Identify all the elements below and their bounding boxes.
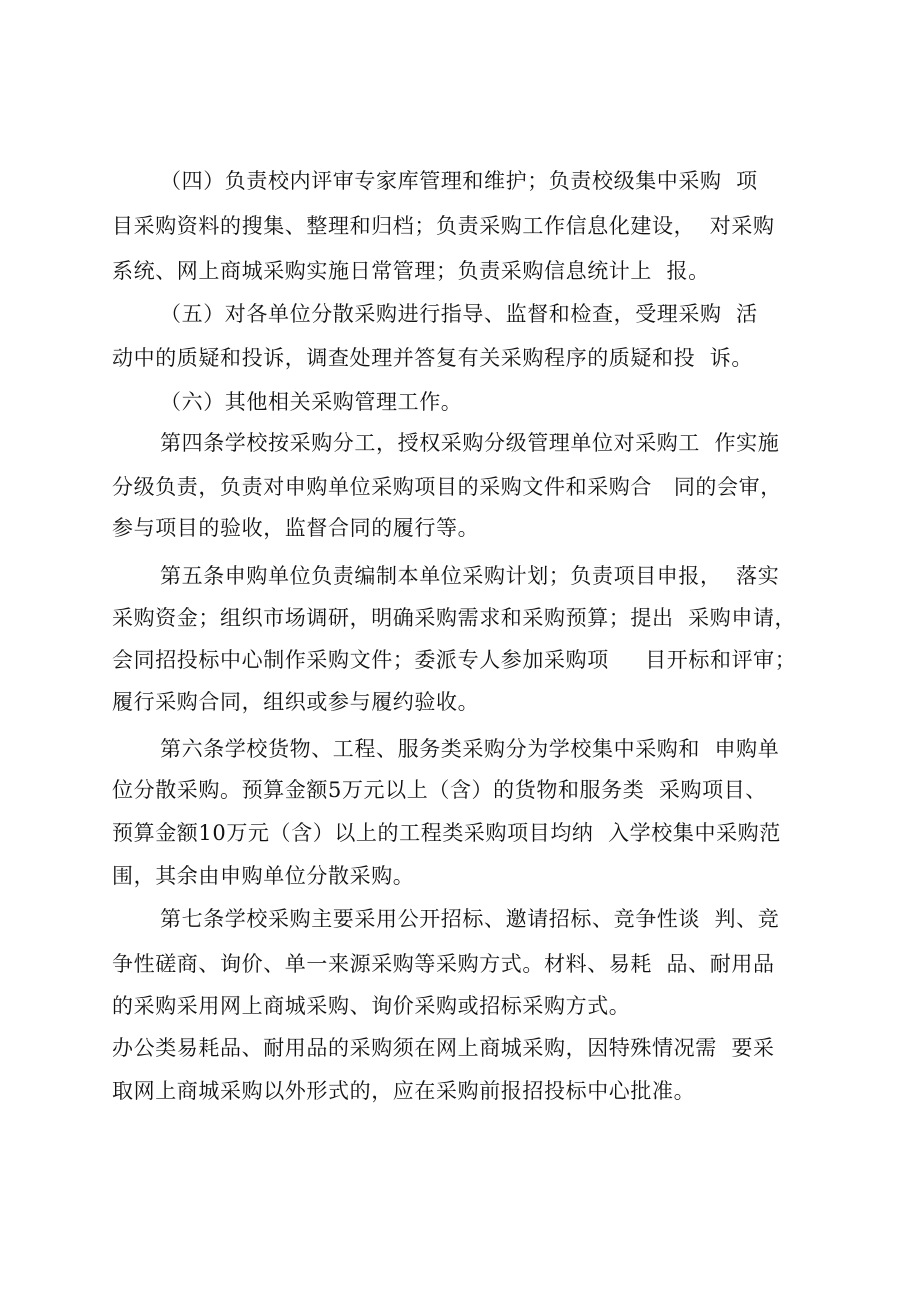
text-line: 会同招投标中心制作采购文件；委派专人参加采购项 目开标和评审；	[112, 648, 797, 672]
text-line: 目采购资料的搜集、整理和归档；负责采购工作信息化建设， 对采购	[112, 214, 775, 238]
text-line: 办公类易耗品、耐用品的采购须在网上商城采购，因特殊情况需 要采	[112, 1036, 775, 1060]
text-line: （六）其他相关采购管理工作。	[160, 390, 463, 414]
text-line: 第七条学校采购主要采用公开招标、邀请招标、竞争性谈 判、竞	[160, 907, 780, 931]
text-line: 参与项目的验收，监督合同的履行等。	[112, 516, 480, 540]
text-line: 动中的质疑和投诉，调查处理并答复有关采购程序的质疑和投 诉。	[112, 346, 753, 370]
text-line: 采购资金；组织市场调研，明确采购需求和采购预算；提出 采购申请，	[112, 606, 797, 630]
text-line: 预算金额10万元（含）以上的工程类采购项目均纳 入学校集中采购范	[112, 821, 781, 845]
text-line: 第五条申购单位负责编制本单位采购计划；负责项目申报， 落实	[160, 564, 780, 588]
text-line: 取网上商城采购以外形式的，应在采购前报招投标中心批准。	[112, 1079, 696, 1103]
text-line: 争性磋商、询价、单一来源采购等采购方式。材料、易耗 品、耐用品	[112, 952, 775, 976]
text-line: 履行采购合同，组织或参与履约验收。	[112, 690, 480, 714]
text-line: （四）负责校内评审专家库管理和维护；负责校级集中采购 项	[160, 169, 758, 193]
text-line: 位分散采购。预算金额5万元以上（含）的货物和服务类 采购项目、	[112, 778, 767, 802]
text-line: （五）对各单位分散采购进行指导、监督和检查，受理采购 活	[160, 302, 758, 326]
text-line: 系统、网上商城采购实施日常管理；负责采购信息统计上 报。	[112, 259, 710, 283]
text-line: 围，其余由申购单位分散采购。	[112, 864, 415, 888]
text-line: 第六条学校货物、工程、服务类采购分为学校集中采购和 申购单	[160, 737, 780, 761]
text-line: 分级负责，负责对申购单位采购项目的采购文件和采购合 同的会审，	[112, 475, 782, 499]
text-line: 第四条学校按采购分工，授权采购分级管理单位对采购工 作实施	[160, 431, 780, 455]
text-line: 的采购采用网上商城采购、询价采购或招标采购方式。	[112, 994, 631, 1018]
